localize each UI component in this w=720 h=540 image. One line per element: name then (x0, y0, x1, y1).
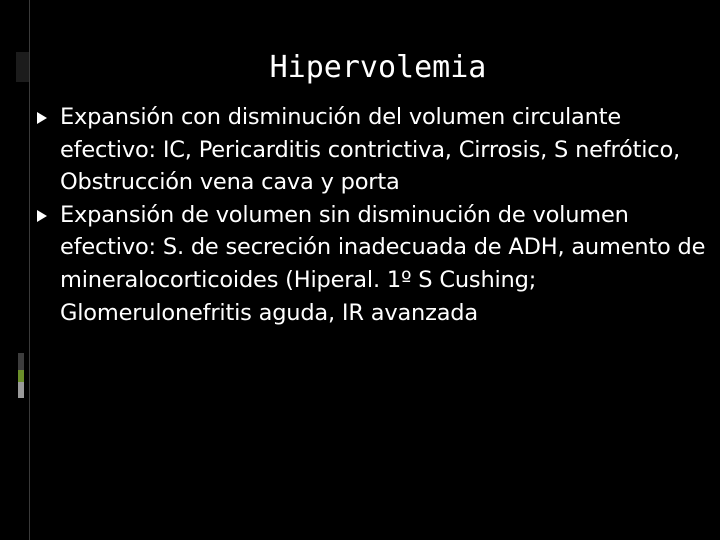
accent-bar-dark-gray (18, 353, 24, 370)
bullet-list (30, 101, 710, 329)
slide-title: Hipervolemia (269, 50, 487, 85)
bullet-item (30, 101, 710, 199)
accent-bar-light-gray (18, 382, 24, 398)
bullet-item (30, 199, 710, 329)
bullet-text: Expansión de volumen sin disminución de volumen efectivo: S. de secreción inadecuada de ADH, aumento de mineralocorticoides (Hiperal. 1º S Cushing; Glomerulonefritis aguda, IR avanzada (60, 201, 706, 326)
accent-bar-green (18, 370, 24, 382)
triangle-bullet-icon (37, 112, 47, 124)
triangle-bullet-icon (37, 210, 47, 222)
bullet-text: Expansión con disminución del volumen circulante efectivo: IC, Pericarditis contrictiva, Cirrosis, S nefrótico, Obstrucción vena cava y porta (60, 104, 680, 196)
title-accent-block (16, 52, 29, 82)
